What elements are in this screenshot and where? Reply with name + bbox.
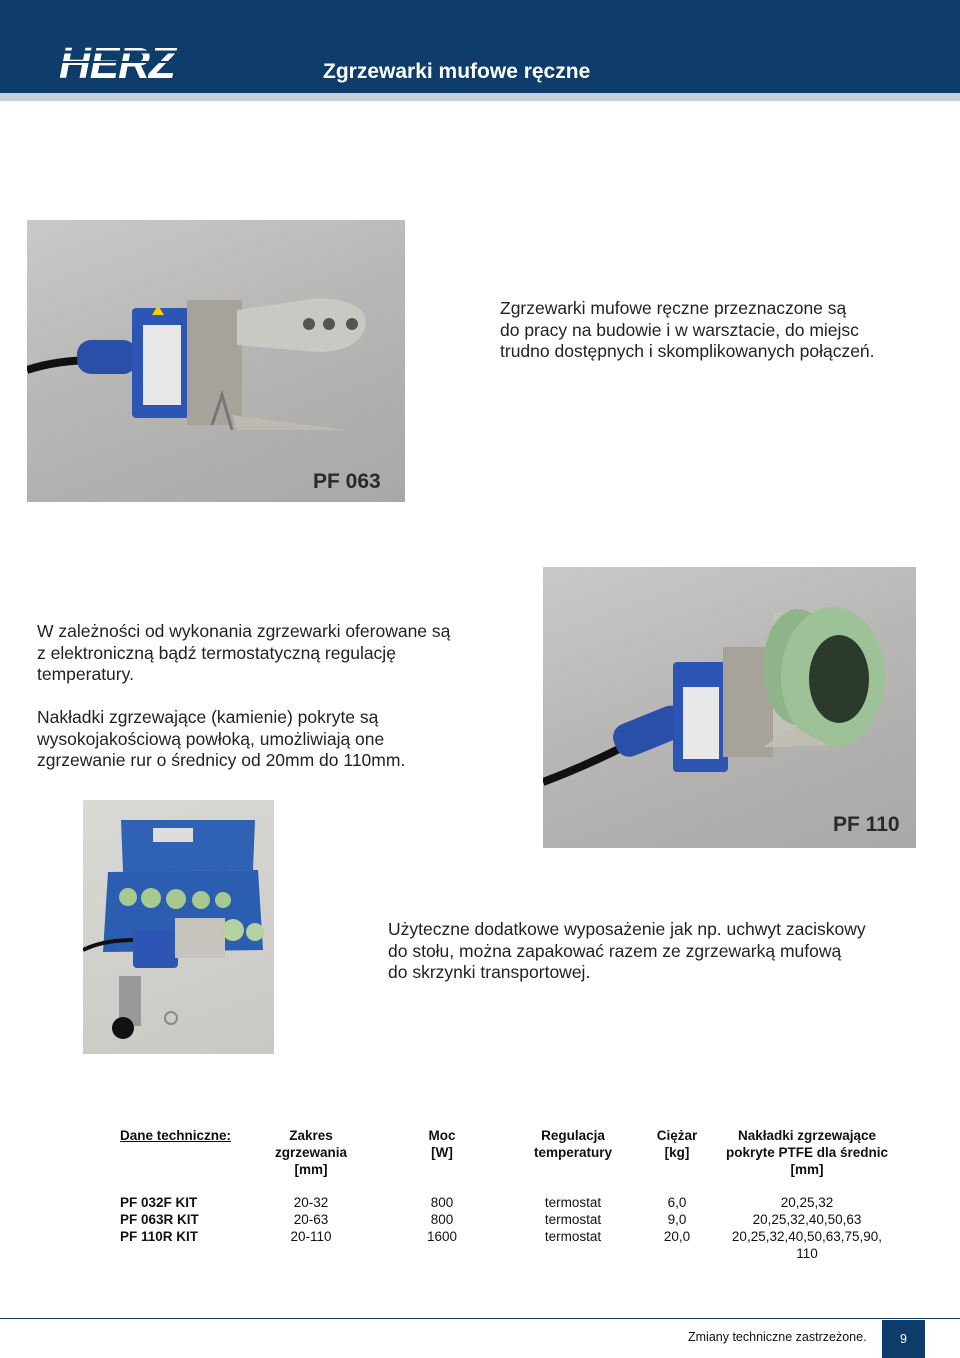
col-regulation-header xyxy=(523,1127,623,1161)
row-plates: 20,25,32,40,50,63,75,90, xyxy=(731,1229,883,1244)
header-stripe xyxy=(0,93,960,101)
intro-line: do pracy na budowie i w warsztacie, do miejsc xyxy=(500,319,859,340)
header-range-line: zgrzewania xyxy=(274,1145,348,1160)
row-power: 800 xyxy=(430,1212,454,1227)
intro-paragraph xyxy=(500,298,875,363)
footer-note: Zmiany techniczne zastrzeżone. xyxy=(688,1330,867,1344)
accessories-line: do skrzynki transportowej. xyxy=(388,962,591,982)
herz-logo xyxy=(57,40,197,82)
row-plates: 20,25,32,40,50,63 xyxy=(752,1212,862,1227)
welder-pf063-illustration xyxy=(27,220,405,502)
row-range: 20-110 xyxy=(290,1229,332,1244)
page-header xyxy=(0,0,960,93)
photo-pf110 xyxy=(543,567,916,848)
col-range-header xyxy=(261,1127,361,1178)
kit-box-illustration xyxy=(83,800,274,1054)
regulation-line: W zależności od wykonania zgrzewarki oferowane są xyxy=(37,621,451,641)
row-weight: 9,0 xyxy=(667,1212,687,1227)
regulation-line: z elektroniczną bądź termostatyczną regulację xyxy=(37,642,396,663)
row-weight: 6,0 xyxy=(667,1195,687,1210)
svg-text:HERZ: HERZ xyxy=(59,40,175,82)
row-range: 20-63 xyxy=(293,1212,329,1227)
row-model: PF 110R KIT xyxy=(120,1229,199,1244)
photo-label-pf063: PF 063 xyxy=(313,470,381,493)
row-weight: 20,0 xyxy=(663,1229,691,1244)
row-model: PF 063R KIT xyxy=(120,1212,199,1227)
col-power-header xyxy=(402,1127,482,1161)
row-regulation: termostat xyxy=(544,1229,602,1244)
row-regulation: termostat xyxy=(544,1212,602,1227)
photo-kit-box xyxy=(83,800,274,1054)
footer-line xyxy=(0,1318,960,1319)
row-plates: 20,25,32 xyxy=(780,1195,834,1210)
welder-pf110-illustration xyxy=(543,567,916,848)
header-range-line: Zakres xyxy=(289,1128,333,1143)
header-power-line: [W] xyxy=(431,1145,453,1160)
tech-data-title: Dane techniczne: xyxy=(120,1128,232,1143)
photo-pf063 xyxy=(27,220,405,502)
coating-paragraph xyxy=(37,707,405,772)
regulation-paragraph xyxy=(37,621,450,686)
row-power: 800 xyxy=(430,1195,454,1210)
accessories-line: Użyteczne dodatkowe wyposażenie jak np. uchwyt zaciskowy xyxy=(388,919,866,939)
col-model xyxy=(120,1127,231,1144)
header-range-line: [mm] xyxy=(294,1162,328,1177)
header-regulation-line: temperatury xyxy=(533,1145,613,1160)
coating-line: Nakładki zgrzewające (kamienie) pokryte są xyxy=(37,707,379,727)
row-power: 1600 xyxy=(426,1229,458,1244)
header-plates-line: Nakładki zgrzewające xyxy=(737,1128,877,1143)
header-plates-line: pokryte PTFE dla średnic xyxy=(725,1145,889,1160)
accessories-paragraph xyxy=(388,919,866,984)
col-plates-header xyxy=(717,1127,897,1178)
col-weight-header xyxy=(642,1127,712,1161)
row-range: 20-32 xyxy=(293,1195,329,1210)
header-power-line: Moc xyxy=(428,1128,456,1143)
header-plates-line: [mm] xyxy=(790,1162,824,1177)
row-plates-continued: 110 xyxy=(796,1246,818,1261)
row-model: PF 032F KIT xyxy=(120,1195,198,1210)
row-regulation: termostat xyxy=(544,1195,602,1210)
page-number: 9 xyxy=(882,1320,925,1358)
header-regulation-line: Regulacja xyxy=(541,1128,605,1143)
coating-line: zgrzewanie rur o średnicy od 20mm do 110mm. xyxy=(37,750,406,770)
regulation-line: temperatury. xyxy=(37,664,134,684)
page-title: Zgrzewarki mufowe ręczne xyxy=(323,60,591,83)
photo-label-pf110: PF 110 xyxy=(833,813,900,836)
header-weight-line: Ciężar xyxy=(656,1128,698,1143)
intro-line: trudno dostępnych i skomplikowanych połączeń. xyxy=(500,341,875,361)
header-weight-line: [kg] xyxy=(664,1145,690,1160)
intro-line: Zgrzewarki mufowe ręczne przeznaczone są xyxy=(500,298,847,318)
accessories-line: do stołu, można zapakować razem ze zgrzewarką mufową xyxy=(388,940,842,961)
coating-line: wysokojakościową powłoką, umożliwiają one xyxy=(37,728,385,749)
